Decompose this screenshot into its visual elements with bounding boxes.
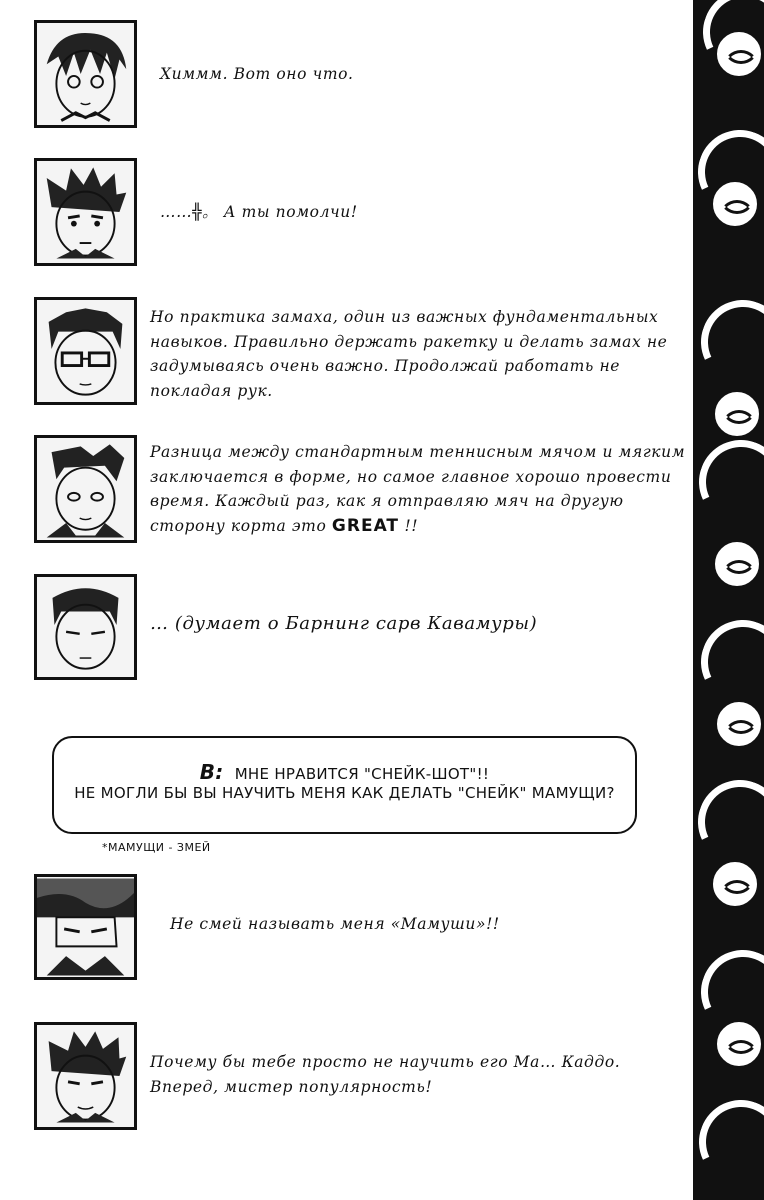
dialogue-7: Почему бы тебе просто не научить его Ма… Каддо. Вперед, мистер популярность! [150, 1053, 621, 1096]
character-portrait-5 [34, 574, 137, 680]
question-line-2: НЕ МОГЛИ БЫ ВЫ НАУЧИТЬ МЕНЯ КАК ДЕЛАТЬ "СНЕЙК" МАМУЩИ? [74, 784, 615, 802]
dialogue-3: Но практика замаха, один из важных фундаментальных навыков. Правильно держать ракетку и делать замах не задумываясь очень важно. Продолжай работать не покладая рук. [150, 308, 668, 400]
tennis-ball-icon [711, 860, 759, 908]
character-portrait-3 [34, 297, 137, 405]
tennis-ball-icon [715, 1020, 763, 1068]
character-face-icon [37, 438, 134, 540]
character-portrait-1 [34, 20, 137, 128]
great-emphasis: GREAT [331, 515, 400, 536]
tennis-ball-icon [713, 540, 761, 588]
tennis-ball-icon [715, 700, 763, 748]
dialogue-6: Не смей называть меня «Мамуши»!! [170, 915, 500, 933]
dialogue-5: … (думает о Барнинг сарв Кавамуры) [150, 613, 538, 634]
arc-decoration-icon [693, 288, 764, 396]
character-face-icon [37, 161, 134, 263]
tennis-ball-icon [713, 390, 761, 438]
arc-decoration-icon [693, 428, 764, 536]
character-portrait-2 [34, 158, 137, 266]
dialogue-4-text: Разница между стандартным теннисным мячом и мягким заключается в форме, но самое главное хорошо провести время. Каждый раз, как я отправляю мяч на другую сторону корта это [150, 443, 686, 535]
question-label: В: [199, 760, 224, 784]
dialogue-4-suffix: !! [399, 516, 419, 535]
dialogue-2: ……╬。 А ты помолчи! [160, 203, 358, 221]
character-face-icon [37, 577, 134, 677]
arc-decoration-icon [693, 608, 764, 716]
dialogue-1: Химмм. Вот оно что. [160, 65, 354, 83]
character-portrait-7 [34, 1022, 137, 1130]
tennis-ball-icon [711, 180, 759, 228]
character-face-icon [37, 1025, 134, 1127]
tennis-ball-icon [715, 30, 763, 78]
character-face-icon [37, 877, 134, 977]
character-portrait-4 [34, 435, 137, 543]
dialogue-4 [150, 440, 690, 538]
question-box [52, 736, 637, 834]
question-line-1 [54, 760, 635, 784]
character-portrait-6 [34, 874, 137, 980]
footnote: *МАМУЩИ - ЗМЕЙ [102, 841, 211, 854]
character-face-icon [37, 23, 134, 125]
arc-decoration-icon [693, 1088, 764, 1196]
character-face-icon [37, 300, 134, 402]
tennis-ball-border [693, 0, 764, 1200]
question-text-1: МНЕ НРАВИТСЯ "СНЕЙК-ШОТ"!! [234, 765, 490, 783]
